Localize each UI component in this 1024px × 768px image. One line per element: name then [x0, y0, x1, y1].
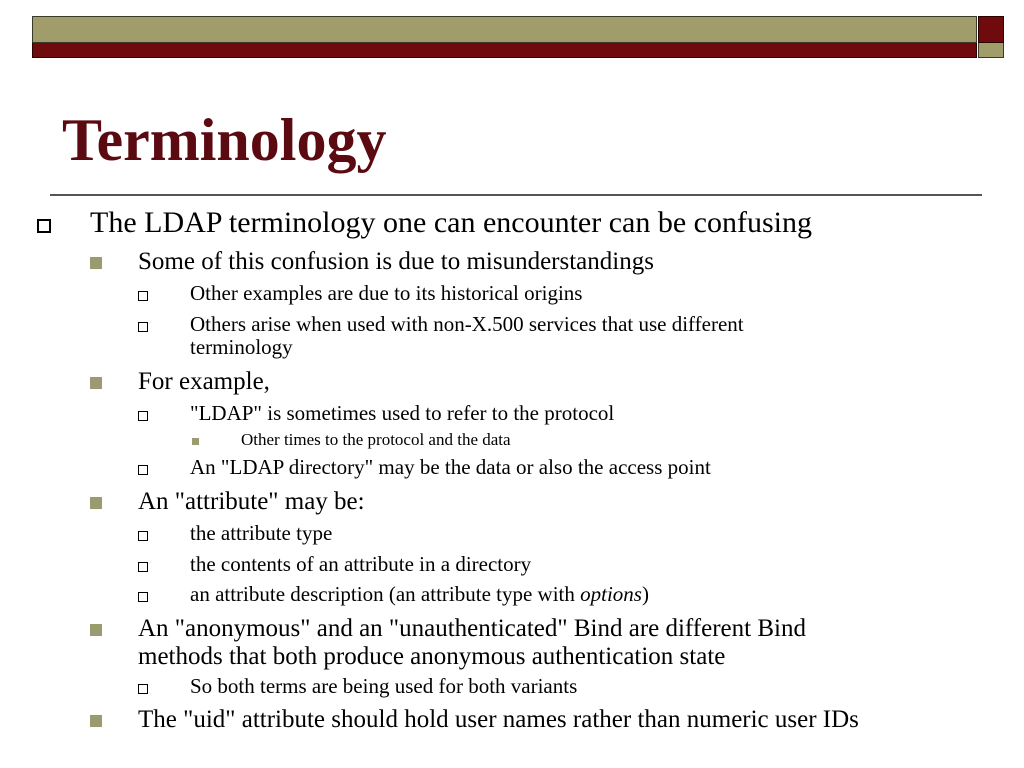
- hollow-square-bullet-icon: [138, 411, 148, 421]
- corner-block-maroon: [978, 16, 1004, 43]
- filled-square-bullet-icon: [90, 257, 102, 269]
- title-divider: [50, 194, 982, 196]
- header-band-maroon: [32, 43, 977, 58]
- bullet-others-arise: Others arise when used with non-X.500 services that use different terminology: [190, 312, 744, 360]
- hollow-square-bullet-icon: [37, 219, 51, 233]
- bullet-other-times: Other times to the protocol and the data: [241, 430, 511, 449]
- bullet-attribute-may-be: An "attribute" may be:: [138, 488, 365, 515]
- bullet-anonymous-bind: An "anonymous" and an "unauthenticated" Bind are different Bind methods that both produce anonymous authentication state: [138, 615, 806, 670]
- hollow-square-bullet-icon: [138, 562, 148, 572]
- corner-block-olive: [978, 43, 1004, 58]
- hollow-square-bullet-icon: [138, 592, 148, 602]
- filled-square-bullet-icon: [90, 377, 102, 389]
- bullet-ldap-protocol: "LDAP" is sometimes used to refer to the protocol: [190, 401, 615, 425]
- hollow-square-bullet-icon: [138, 684, 148, 694]
- bullet-attr-contents: the contents of an attribute in a directory: [190, 552, 532, 576]
- bullet-other-examples: Other examples are due to its historical origins: [190, 281, 583, 305]
- bullet-attr-desc: an attribute description (an attribute type with options): [190, 582, 649, 606]
- bullet-ldap-directory: An "LDAP directory" may be the data or also the access point: [190, 455, 711, 479]
- bullet-confusion: Some of this confusion is due to misunderstandings: [138, 248, 654, 275]
- hollow-square-bullet-icon: [138, 291, 148, 301]
- slide-title: Terminology: [62, 107, 387, 173]
- filled-square-bullet-icon: [90, 624, 102, 636]
- filled-square-bullet-icon: [192, 438, 199, 445]
- hollow-square-bullet-icon: [138, 465, 148, 475]
- bullet-attr-type: the attribute type: [190, 521, 333, 545]
- filled-square-bullet-icon: [90, 497, 102, 509]
- bullet-both-terms: So both terms are being used for both variants: [190, 674, 578, 698]
- bullet-uid-attribute: The "uid" attribute should hold user names rather than numeric user IDs: [138, 706, 859, 733]
- header-band-olive: [32, 16, 977, 43]
- hollow-square-bullet-icon: [138, 531, 148, 541]
- bullet-for-example: For example,: [138, 368, 270, 395]
- hollow-square-bullet-icon: [138, 322, 148, 332]
- filled-square-bullet-icon: [90, 715, 102, 727]
- bullet-ldap-terminology: The LDAP terminology one can encounter can be confusing: [90, 206, 812, 239]
